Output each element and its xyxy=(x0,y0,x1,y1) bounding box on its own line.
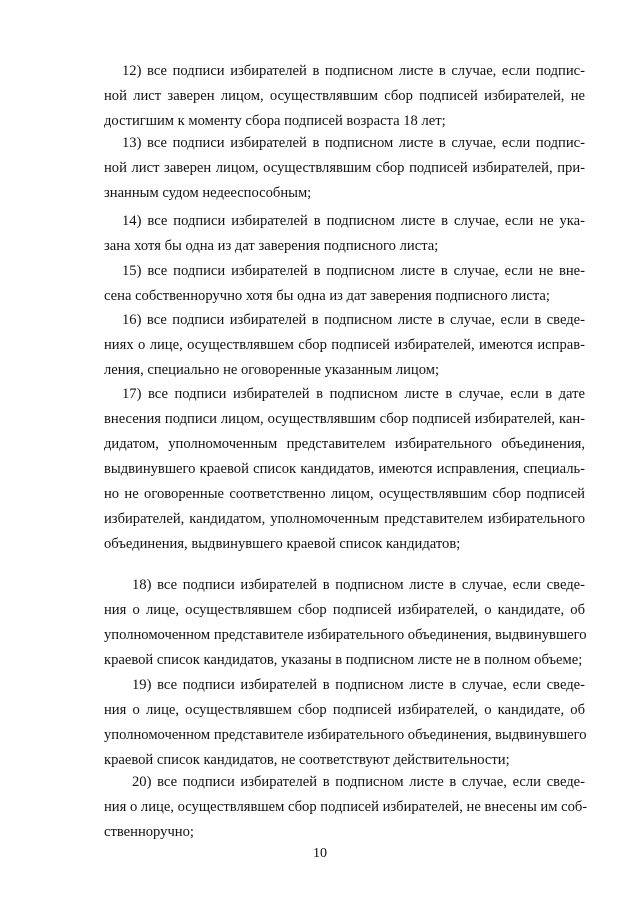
paragraph-line: 20) все подписи избирателей в подписном листе в случае, если сведе- xyxy=(132,774,585,790)
paragraph-line: ственноручно; xyxy=(104,824,194,840)
paragraph-line: уполномоченном представителе избирательного объединения, выдвинувшего xyxy=(104,727,587,743)
paragraph-line: но не оговоренные соответственно лицом, осуществлявшим сбор подписей xyxy=(104,486,585,502)
paragraph-line: ниях о лице, осуществлявшем сбор подписей избирателей, имеются исправ- xyxy=(104,337,585,353)
paragraph-line: достигшим к моменту сбора подписей возраста 18 лет; xyxy=(104,113,446,129)
paragraph-line: 15) все подписи избирателей в подписном листе в случае, если не вне- xyxy=(122,263,585,279)
paragraph-line: 18) все подписи избирателей в подписном листе в случае, если сведе- xyxy=(132,577,585,593)
paragraph-line: 16) все подписи избирателей в подписном листе в случае, если в сведе- xyxy=(122,312,585,328)
paragraph-line: знанным судом недееспособным; xyxy=(104,185,312,201)
paragraph-line: объединения, выдвинувшего краевой список кандидатов; xyxy=(104,536,461,552)
page-number: 10 xyxy=(313,846,327,861)
paragraph-line: ния о лице, осуществлявшем сбор подписей избирателей, о кандидате, об xyxy=(104,602,585,618)
paragraph-line: ной лист заверен лицом, осуществлявшим сбор подписей избирателей, при- xyxy=(104,160,585,176)
paragraph-line: ления, специально не оговоренные указанным лицом; xyxy=(104,362,440,378)
paragraph-line: 12) все подписи избирателей в подписном листе в случае, если подпис- xyxy=(122,63,585,79)
paragraph-line: 19) все подписи избирателей в подписном листе в случае, если сведе- xyxy=(132,677,585,693)
paragraph-line: дидатом, уполномоченным представителем избирательного объединения, xyxy=(104,436,585,452)
paragraph-line: внесения подписи лицом, осуществлявшим сбор подписей избирателей, кан- xyxy=(104,411,585,427)
paragraph-line: краевой список кандидатов, указаны в подписном листе не в полном объеме; xyxy=(104,652,583,668)
paragraph-line: ния о лице, осуществлявшем сбор подписей избирателей, о кандидате, об xyxy=(104,702,585,718)
paragraph-line: зана хотя бы одна из дат заверения подписного листа; xyxy=(104,238,439,254)
paragraph-line: ной лист заверен лицом, осуществлявшим сбор подписей избирателей, не xyxy=(104,88,585,104)
paragraph-line: 14) все подписи избирателей в подписном листе в случае, если не ука- xyxy=(122,213,585,229)
paragraph-line: 17) все подписи избирателей в подписном листе в случае, если в дате xyxy=(122,386,585,402)
paragraph-line: выдвинувшего краевой список кандидатов, имеются исправления, специаль- xyxy=(104,461,585,477)
paragraph-line: уполномоченном представителе избирательного объединения, выдвинувшего xyxy=(104,627,587,643)
paragraph-line: краевой список кандидатов, не соответствуют действительности; xyxy=(104,752,510,768)
paragraph-line: сена собственноручно хотя бы одна из дат заверения подписного листа; xyxy=(104,288,550,304)
paragraph-line: избирателей, кандидатом, уполномоченным представителем избирательного xyxy=(104,511,585,527)
paragraph-line: 13) все подписи избирателей в подписном листе в случае, если подпис- xyxy=(122,135,585,151)
paragraph-line: ния о лице, осуществлявшем сбор подписей избирателей, не внесены им соб- xyxy=(104,799,588,815)
